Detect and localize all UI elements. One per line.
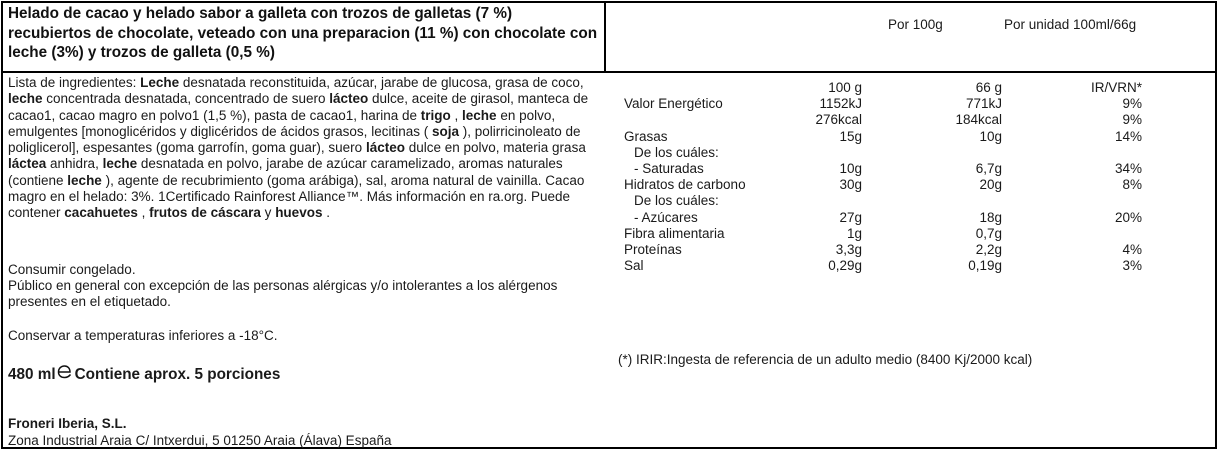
value-ri: IR/VRN* — [1090, 80, 1142, 95]
value-per-100g: 0,29g — [828, 258, 862, 274]
value-ri: 20% — [1114, 209, 1142, 225]
value-per-100g: 27g — [839, 209, 862, 225]
allergen-highlight: leche — [462, 107, 497, 123]
ingredient-text: desnatada reconstituida, azúcar, jarabe de glucosa, grasa de coco, — [179, 75, 584, 90]
nutrient-label: Fibra alimentaria — [624, 225, 725, 241]
allergen-highlight: leche — [67, 172, 102, 188]
value-per-unit: 2,2g — [975, 241, 1002, 257]
nutrient-label: Sal — [624, 258, 644, 274]
nutrition-row — [624, 112, 1144, 128]
ingredient-text: concentrada desnatada, concentrado de suero — [42, 91, 330, 107]
nutrition-row — [624, 96, 1144, 112]
nutrient-label: - Saturadas — [634, 160, 704, 176]
value-ri: 9% — [1122, 96, 1142, 112]
ingredient-text: . — [322, 205, 330, 221]
header-divider — [2, 71, 1216, 73]
company-name: Froneri Iberia, S.L. — [8, 416, 127, 431]
allergen-highlight: soja — [431, 123, 459, 139]
estimated-sign-icon — [56, 364, 75, 384]
ingredient-text: ), agente de recubrimiento (goma arábiga), sal, aroma natural de vainilla. Cacao magro en el helado: 3%. 1Certificado Rainforest Alliance™. Más información en ra.org. Puede contener — [8, 172, 585, 221]
nutrition-table — [624, 80, 1144, 274]
ingredient-text: ), polirricinoleato de poliglicerol], espesantes (goma garrofín, goma guar), suero — [8, 123, 581, 156]
value-per-100g: 276kcal — [815, 112, 862, 128]
storage-instruction: Consumir congelado. — [8, 262, 136, 277]
header-column-divider — [604, 2, 606, 72]
value-ri: 4% — [1122, 241, 1142, 257]
ingredient-text: y — [260, 205, 276, 221]
ingredient-text: , — [137, 205, 150, 221]
footnote: (*) IRIR:Ingesta de referencia de un adulto medio (8400 Kj/2000 kcal) — [618, 352, 1033, 367]
nutrient-label: De los cuáles: — [634, 144, 719, 160]
allergen-highlight: lácteo — [329, 91, 369, 107]
value-per-unit: 66 g — [975, 80, 1002, 95]
ingredient-text: en polvo, emulgentes [monoglicéridos y diglicéridos de ácidos grasos, lecitinas ( — [8, 107, 556, 139]
value-per-100g: 15g — [839, 128, 862, 144]
nutrient-label: De los cuáles: — [634, 193, 719, 209]
nutrition-row — [624, 193, 1144, 209]
value-per-100g: 30g — [839, 177, 862, 193]
allergen-highlight: frutos de cáscara — [149, 205, 261, 221]
nutrition-row — [624, 242, 1144, 258]
allergen-highlight: cacahuetes — [64, 205, 138, 221]
value-per-100g: 1152kJ — [819, 96, 862, 112]
nutrient-label: Valor Energético — [624, 96, 723, 112]
ingredients-list — [8, 75, 598, 222]
allergen-highlight: huevos — [275, 205, 323, 221]
allergen-highlight: láctea — [8, 156, 47, 172]
nutrient-label: Hidratos de carbono — [624, 177, 746, 193]
company-address: Zona Industrial Araia C/ Intxerdui, 5 01250 Araia (Álava) España — [8, 433, 392, 448]
nutrition-row — [624, 258, 1144, 274]
ingredient-text: Lista de ingredientes: — [8, 75, 141, 90]
net-quantity-line — [8, 364, 280, 384]
value-per-unit: 771kJ — [965, 96, 1002, 112]
product-title: Helado de cacao y helado sabor a galleta con trozos de galletas (7 %) recubiertos de chocolate, veteado con una preparacion (11 %) con chocolate con leche (3%) y trozos de galleta (0,5 %) — [8, 5, 598, 61]
nutrition-row — [624, 161, 1144, 177]
value-per-unit: 20g — [979, 177, 1002, 193]
value-ri: 3% — [1122, 258, 1142, 274]
allergen-note: Público en general con excepción de las personas alérgicas y/o intolerantes a los alérgenos presentes en el etiquetado. — [8, 278, 558, 310]
value-per-unit: 18g — [979, 209, 1002, 225]
ingredient-text: dulce en polvo, materia grasa — [404, 140, 586, 156]
value-ri: 34% — [1114, 160, 1142, 176]
nutrient-label: Proteínas — [624, 241, 682, 257]
allergen-highlight: leche — [8, 91, 43, 107]
ingredient-text: anhidra, — [46, 156, 103, 172]
net-quantity: 480 ml — [8, 366, 56, 383]
value-per-100g: 100 g — [828, 80, 862, 95]
nutrient-label: - Azúcares — [634, 209, 698, 225]
allergen-highlight: Leche — [140, 75, 180, 90]
value-per-100g: 1g — [846, 225, 862, 241]
value-per-unit: 10g — [979, 128, 1002, 144]
nutrition-row — [624, 129, 1144, 145]
conservation-note: Conservar a temperaturas inferiores a -18°C. — [8, 328, 278, 343]
nutrient-label: Grasas — [624, 128, 668, 144]
nutrition-row — [624, 177, 1144, 193]
value-per-100g: 3,3g — [835, 241, 862, 257]
header-per-100g: Por 100g — [888, 17, 943, 32]
nutrition-row — [624, 80, 1144, 96]
allergen-highlight: trigo — [420, 107, 451, 123]
value-per-unit: 0,19g — [968, 258, 1002, 274]
value-per-unit: 0,7g — [975, 225, 1002, 241]
value-per-unit: 184kcal — [955, 112, 1002, 128]
header-per-unit: Por unidad 100ml/66g — [1004, 17, 1137, 32]
nutrition-row — [624, 226, 1144, 242]
nutrition-row — [624, 210, 1144, 226]
value-ri: 14% — [1114, 128, 1142, 144]
value-ri: 8% — [1122, 177, 1142, 193]
nutrition-row — [624, 145, 1144, 161]
portions-text: Contiene aprox. 5 porciones — [74, 366, 281, 383]
value-ri: 9% — [1122, 112, 1142, 128]
ingredient-text: , — [450, 107, 463, 123]
allergen-highlight: leche — [102, 156, 138, 172]
value-per-unit: 6,7g — [975, 160, 1002, 176]
value-per-100g: 10g — [839, 160, 862, 176]
ingredient-text: desnatada en polvo, jarabe de azúcar caramelizado, aromas naturales (contiene — [8, 156, 563, 188]
ingredient-text: dulce, aceite de girasol, manteca de cacao1, cacao magro en polvo1 (1,5 %), pasta de cacao1, harina de — [8, 91, 589, 123]
allergen-highlight: lácteo — [365, 140, 405, 156]
